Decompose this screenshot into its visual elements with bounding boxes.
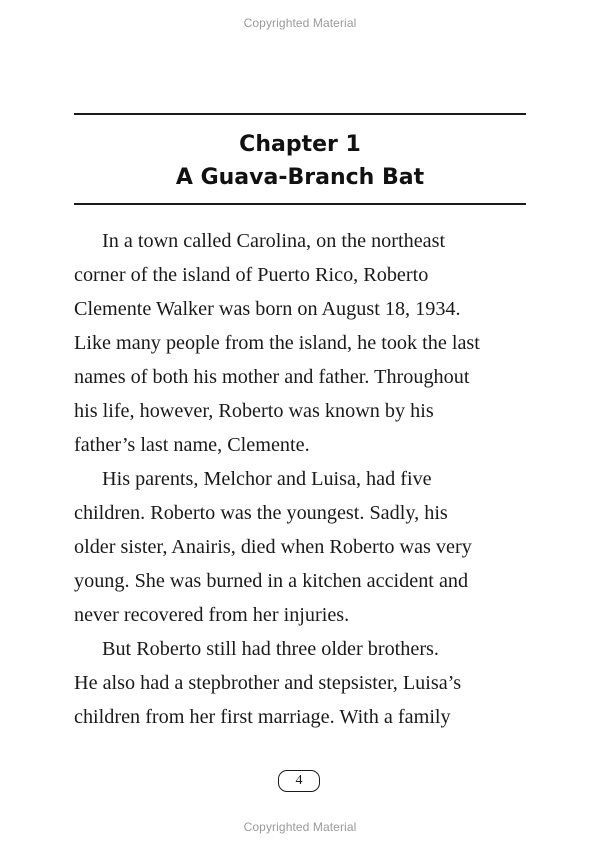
text-line: In a town called Carolina, on the northeast: [102, 230, 446, 252]
text-line: Clemente Walker was born on August 18, 1934.: [74, 298, 461, 320]
chapter-header: [74, 128, 526, 194]
text-line: corner of the island of Puerto Rico, Roberto: [74, 264, 429, 286]
paragraph-3: [74, 632, 530, 734]
paragraph-2: [74, 462, 530, 632]
text-line: never recovered from her injuries.: [74, 604, 350, 626]
chapter-rule-top: [74, 113, 526, 115]
text-line: His parents, Melchor and Luisa, had five: [102, 468, 432, 490]
copyright-watermark-top: Copyrighted Material: [243, 16, 357, 30]
text-line: children. Roberto was the youngest. Sadly, his: [74, 502, 448, 524]
text-line: But Roberto still had three older brothers.: [102, 638, 439, 660]
page-number: 4: [278, 770, 320, 792]
text-line: He also had a stepbrother and stepsister, Luisa’s: [74, 672, 462, 694]
copyright-watermark-bottom: Copyrighted Material: [243, 820, 357, 834]
chapter-number: Chapter 1: [239, 132, 361, 157]
body-text: [74, 224, 530, 734]
text-line: young. She was burned in a kitchen accident and: [74, 570, 469, 592]
text-line: father’s last name, Clemente.: [74, 434, 310, 456]
chapter-rule-bottom: [74, 203, 526, 205]
chapter-title: A Guava-Branch Bat: [175, 165, 425, 190]
text-line: Like many people from the island, he took the last: [74, 332, 480, 354]
text-line: names of both his mother and father. Throughout: [74, 366, 470, 388]
paragraph-1: [74, 224, 530, 462]
text-line: older sister, Anairis, died when Roberto was very: [74, 536, 472, 558]
text-line: children from her first marriage. With a family: [74, 706, 451, 728]
text-line: his life, however, Roberto was known by his: [74, 400, 434, 422]
